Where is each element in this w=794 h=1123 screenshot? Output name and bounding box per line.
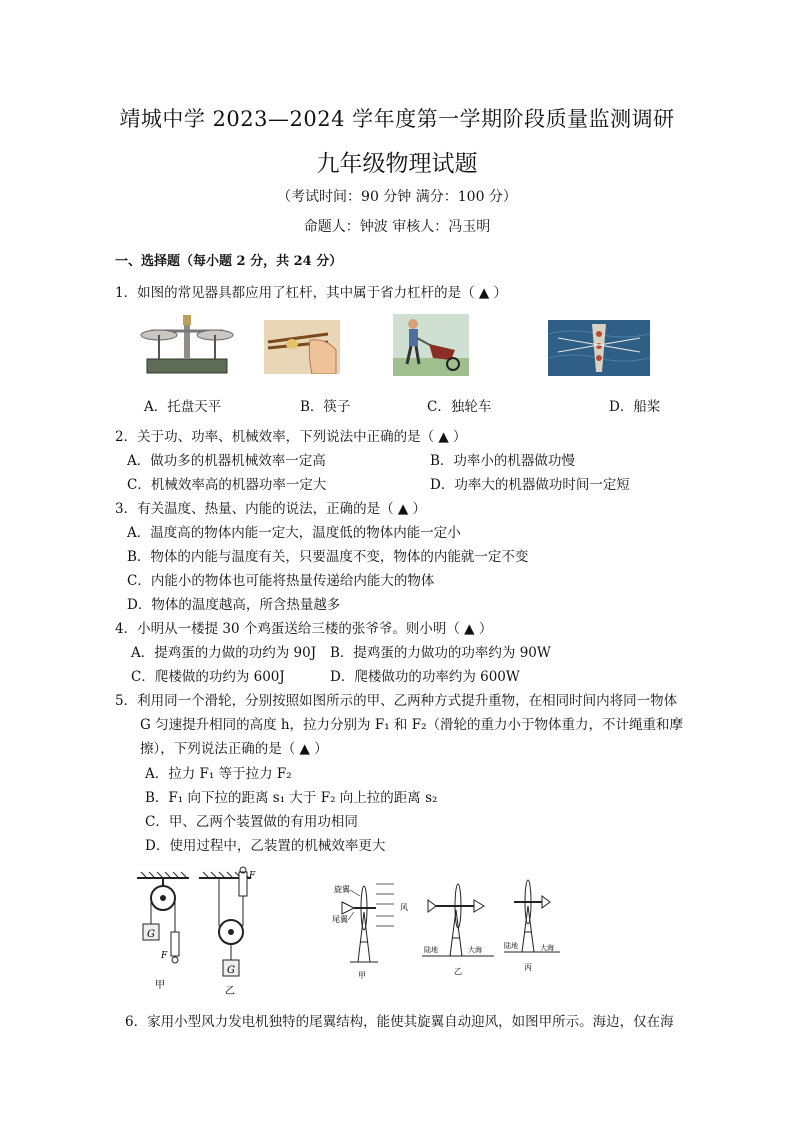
q5-stem-line3: 擦），下列说法正确的是（ ▲ ） (140, 741, 328, 757)
q3-stem: 3．有关温度、热量、内能的说法，正确的是（ ▲ ） (115, 501, 427, 517)
q2-option-b: B．功率小的机器做功慢 (430, 453, 575, 469)
wind-land-label-1: 陆地 (424, 946, 438, 954)
pulley-f2-label: F (249, 871, 256, 881)
wind-caption-bing: 丙 (524, 963, 532, 972)
q2-option-d: D．功率大的机器做功时间一定短 (430, 477, 630, 493)
pulley-caption-jia: 甲 (155, 980, 165, 991)
q1-stem: 1．如图的常见器具都应用了杠杆，其中属于省力杠杆的是（ ▲ ） (115, 285, 508, 301)
q3-option-a: A．温度高的物体内能一定大，温度低的物体内能一定小 (127, 525, 461, 541)
wind-sea-label-2: 大海 (540, 944, 554, 952)
school-title: 靖城中学 2023—2024 学年度第一学期阶段质量监测调研 (119, 107, 675, 131)
q5-option-d: D．使用过程中，乙装置的机械效率更大 (145, 838, 386, 854)
pulley-f1-label: F (161, 951, 168, 961)
wind-wind-label: 风 (400, 903, 408, 912)
q5-option-c: C．甲、乙两个装置做的有用功相同 (145, 814, 358, 830)
chopsticks-image (264, 320, 340, 374)
q4-option-d: D．爬楼做功的功率约为 600W (330, 669, 520, 685)
authors-line: 命题人：钟波 审核人：冯玉明 (303, 219, 491, 235)
q4-option-c: C．爬楼做的功约为 600J (131, 669, 285, 685)
wind-rotor-label: 旋翼 (334, 885, 350, 894)
wind-caption-yi: 乙 (454, 967, 462, 976)
pulley-g-label-2: G (227, 965, 235, 976)
q2-option-a: A．做功多的机器机械效率一定高 (127, 453, 326, 469)
q3-option-d: D．物体的温度越高，所含热量越多 (127, 597, 341, 613)
pulley-g-label-1: G (147, 929, 155, 940)
section-heading: 一、选择题（每小题 2 分，共 24 分） (115, 254, 343, 269)
pulley-diagram (133, 866, 269, 998)
q2-stem: 2．关于功、功率、机械效率，下列说法中正确的是（ ▲ ） (115, 429, 467, 445)
exam-info: （考试时间：90 分钟 满分：100 分） (277, 189, 517, 205)
q4-option-a: A．提鸡蛋的力做的功约为 90J (131, 645, 317, 661)
q6-stem: 6．家用小型风力发电机独特的尾翼结构，能使其旋翼自动迎风，如图甲所示。海边，仅在海 (125, 1014, 674, 1030)
wind-turbine-diagram (328, 872, 568, 984)
q3-option-c: C．内能小的物体也可能将热量传递给内能大的物体 (127, 573, 435, 589)
q2-option-c: C．机械效率高的机器功率一定大 (127, 477, 327, 493)
paper-title: 九年级物理试题 (316, 151, 478, 177)
q5-stem-line1: 5．利用同一个滑轮，分别按照如图所示的甲、乙两种方式提升重物，在相同时间内将同一物体 (115, 693, 678, 709)
pulley-caption-yi: 乙 (225, 986, 235, 997)
q4-stem: 4．小明从一楼提 30 个鸡蛋送给三楼的张爷爷。则小明（ ▲ ） (115, 621, 493, 637)
q1-option-b: B．筷子 (300, 399, 351, 415)
q5-stem-line2: G 匀速提升相同的高度 h，拉力分别为 F₁ 和 F₂（滑轮的重力小于物体重力，不计绳重和摩 (140, 717, 683, 733)
q4-option-b: B．提鸡蛋的力做功的功率约为 90W (330, 645, 551, 661)
q1-option-d: D．船桨 (609, 399, 661, 415)
q5-option-a: A．拉力 F₁ 等于拉力 F₂ (145, 766, 292, 782)
q1-option-c: C．独轮车 (427, 399, 492, 415)
wheelbarrow-image (393, 314, 469, 376)
wind-land-label-2: 陆地 (504, 942, 518, 950)
q5-option-b: B．F₁ 向下拉的距离 s₁ 大于 F₂ 向上拉的距离 s₂ (145, 790, 438, 806)
wind-caption-jia: 甲 (358, 971, 366, 980)
oar-boat-image (548, 320, 650, 376)
wind-sea-label-1: 大海 (468, 946, 482, 954)
wind-tail-label: 尾翼 (332, 915, 348, 924)
balance-scale-image (137, 311, 237, 377)
q1-option-a: A．托盘天平 (144, 399, 222, 415)
q3-option-b: B．物体的内能与温度有关，只要温度不变，物体的内能就一定不变 (127, 549, 529, 565)
